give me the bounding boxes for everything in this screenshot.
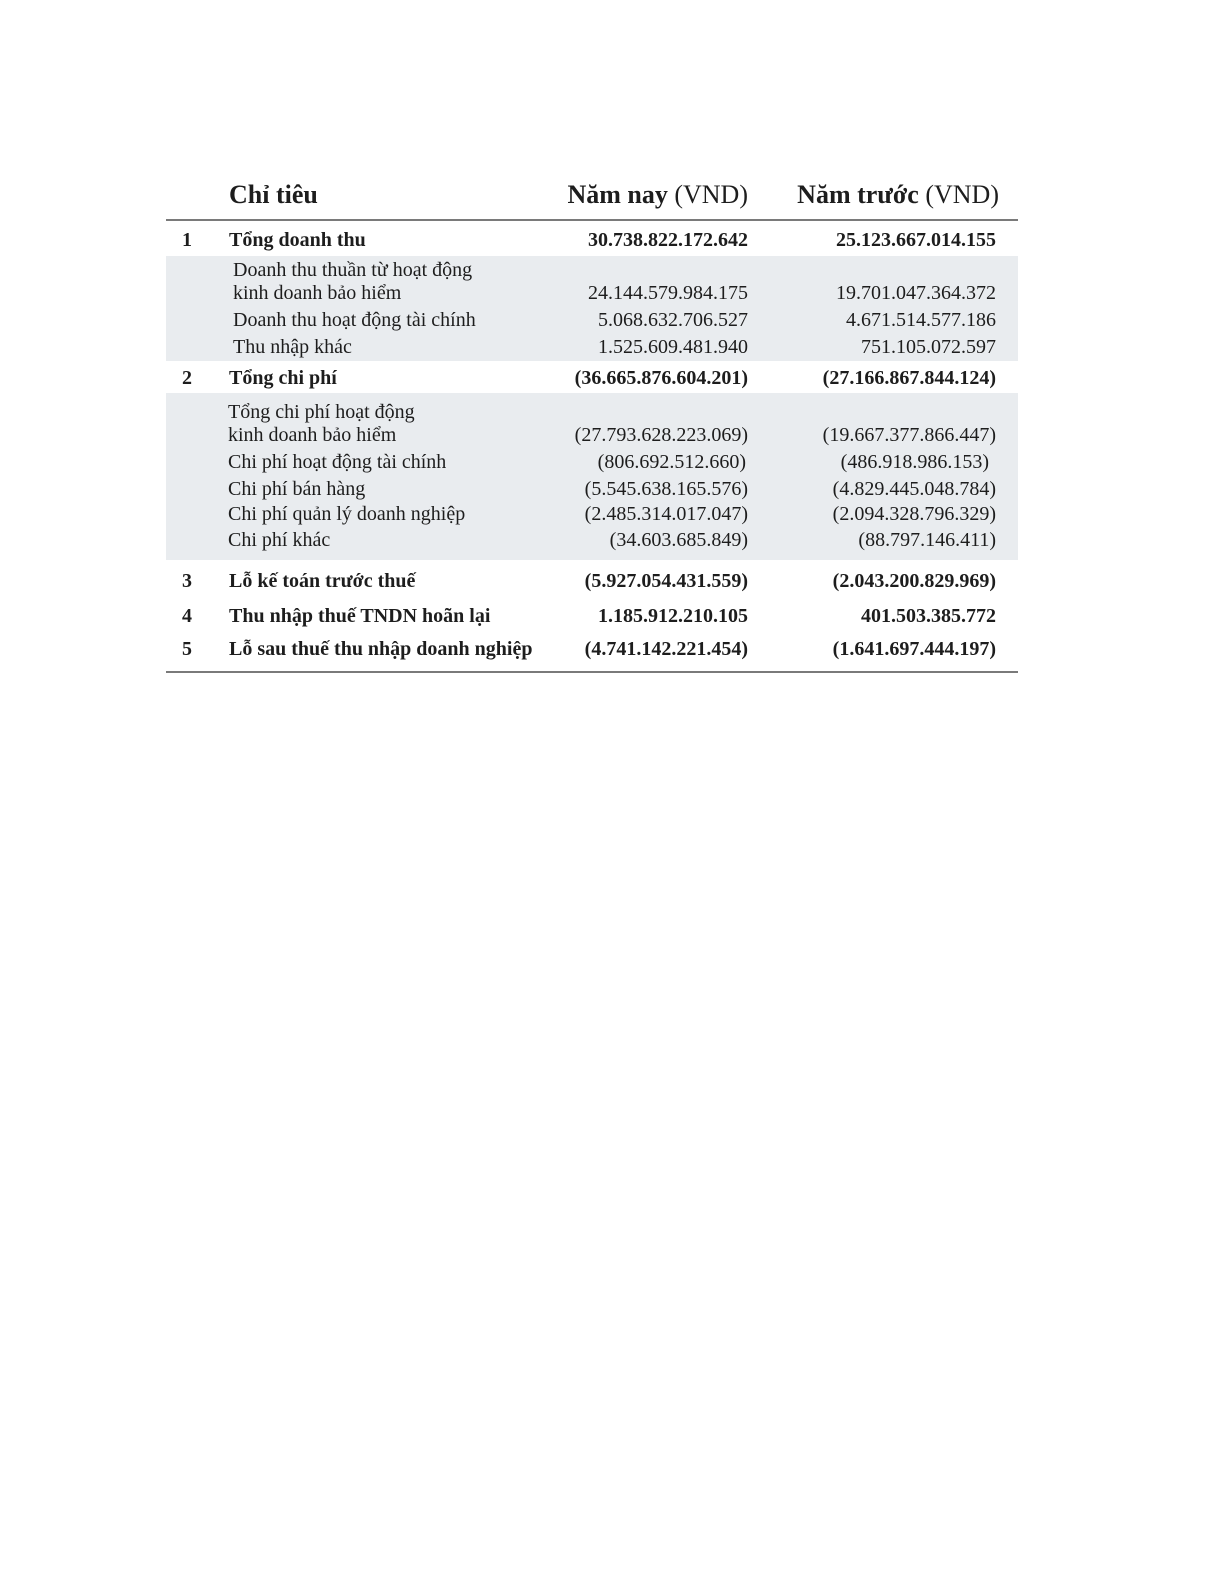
previous-year-value: 751.105.072.597: [861, 336, 996, 358]
row-label: Doanh thu hoạt động tài chính: [233, 309, 476, 331]
previous-year-value: 4.671.514.577.186: [846, 309, 996, 331]
current-year-value: (5.545.638.165.576): [584, 478, 748, 500]
previous-year-value: (2.094.328.796.329): [832, 503, 996, 525]
current-year-value: (2.485.314.017.047): [584, 503, 748, 525]
previous-year-value: (27.166.867.844.124): [822, 367, 996, 389]
row-number: 5: [182, 638, 192, 660]
current-year-label: Năm nay: [567, 180, 668, 209]
current-year-value: (4.741.142.221.454): [584, 638, 748, 660]
current-year-value: (34.603.685.849): [609, 529, 748, 551]
row-label: Chi phí bán hàng: [228, 478, 366, 500]
column-header-current-year: [567, 180, 748, 220]
current-year-value: 5.068.632.706.527: [598, 309, 748, 331]
row-label: Thu nhập khác: [233, 336, 352, 358]
header-divider: [166, 219, 1018, 221]
row-label: Thu nhập thuế TNDN hoãn lại: [229, 605, 491, 627]
previous-year-value: (4.829.445.048.784): [832, 478, 996, 500]
row-label: Lỗ kế toán trước thuế: [229, 570, 416, 592]
row-number: 2: [182, 367, 192, 389]
previous-year-value: (2.043.200.829.969): [832, 570, 996, 592]
previous-year-unit: (VND): [918, 180, 999, 209]
column-header-previous-year: [797, 180, 999, 220]
current-year-value: 30.738.822.172.642: [588, 229, 748, 251]
previous-year-value: 25.123.667.014.155: [836, 229, 996, 251]
previous-year-value: (1.641.697.444.197): [832, 638, 996, 660]
row-label-line2: kinh doanh bảo hiểm: [233, 282, 402, 304]
current-year-value: 1.185.912.210.105: [598, 605, 748, 627]
previous-year-value: 19.701.047.364.372: [836, 282, 996, 304]
row-number: 1: [182, 229, 192, 251]
row-number: 3: [182, 570, 192, 592]
table-bottom-rule: [166, 671, 1018, 673]
row-label-line1: Doanh thu thuần từ hoạt động: [233, 259, 473, 281]
previous-year-value: (486.918.986.153): [840, 451, 989, 473]
current-year-unit: (VND): [667, 180, 748, 209]
row-label-line2: kinh doanh bảo hiểm: [228, 424, 397, 446]
column-header-indicator: Chỉ tiêu: [229, 180, 318, 209]
current-year-value: (806.692.512.660): [597, 451, 746, 473]
row-label: Chi phí hoạt động tài chính: [228, 451, 447, 473]
previous-year-value: 401.503.385.772: [861, 605, 996, 627]
row-label: Chi phí quản lý doanh nghiệp: [228, 503, 466, 525]
row-number: 4: [182, 605, 192, 627]
row-label: Lỗ sau thuế thu nhập doanh nghiệp: [229, 638, 533, 660]
current-year-value: 24.144.579.984.175: [588, 282, 748, 304]
previous-year-value: (19.667.377.866.447): [822, 424, 996, 446]
previous-year-value: (88.797.146.411): [858, 529, 996, 551]
current-year-value: 1.525.609.481.940: [598, 336, 748, 358]
current-year-value: (27.793.628.223.069): [574, 424, 748, 446]
previous-year-label: Năm trước: [797, 180, 919, 209]
row-label-line1: Tổng chi phí hoạt động: [228, 401, 415, 423]
row-label: Tổng doanh thu: [229, 229, 366, 251]
row-label: Chi phí khác: [228, 529, 331, 551]
current-year-value: (36.665.876.604.201): [574, 367, 748, 389]
row-label: Tổng chi phí: [229, 367, 337, 389]
current-year-value: (5.927.054.431.559): [584, 570, 748, 592]
